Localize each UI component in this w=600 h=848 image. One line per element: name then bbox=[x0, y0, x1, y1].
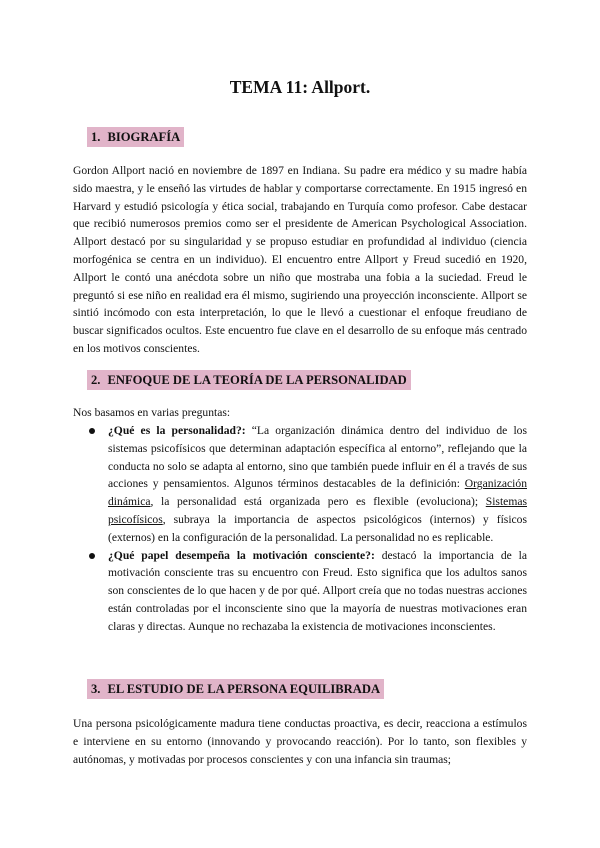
section-number: 2. bbox=[91, 373, 101, 387]
question-list bbox=[73, 422, 527, 636]
section-2-heading bbox=[87, 370, 411, 390]
list-item bbox=[73, 547, 527, 636]
page-title: TEMA 11: Allport. bbox=[229, 77, 371, 97]
list-item bbox=[73, 422, 527, 547]
answer-text: destacó la importancia de la motivación consciente tras su encuentro con Freud. Esto significa que los adultos sanos son conscientes de lo que hacen y de por qué. Allport creía que no todas nuestras acciones están controladas por el inconsciente sino que la mayoría de nuestras motivaciones eran claras y directas. Aunque no rechazaba la existencia de motivaciones inconscientes. bbox=[108, 548, 527, 633]
section-title: BIOGRAFÍA bbox=[107, 130, 181, 144]
section-1-heading bbox=[87, 127, 184, 147]
answer-text: “La organización dinámica dentro del individuo de los sistemas psicofísicos que determinan adaptación específica al entorno”, reflejando que la conducta no solo se adapta al entorno, sino que también puede influir en él a través de sus acciones y pensamientos. Algunos términos destacables de la definición: bbox=[108, 424, 527, 491]
section-3-paragraph: Una persona psicológicamente madura tiene conductas proactiva, es decir, reacciona a estímulos e interviene en su entorno (innovando y provocando reacción). Por lo tanto, son flexibles y autónomas, y motivadas por procesos conscientes y con una infancia sin traumas; bbox=[73, 717, 527, 766]
term-sistemas-psicofisicos: Sistemas psicofísicos bbox=[108, 495, 527, 526]
answer-text: , subraya la importancia de aspectos psicológicos (internos) y físicos (externos) en la configuración de la personalidad. La personalidad no es replicable. bbox=[108, 512, 527, 544]
section-3-heading bbox=[87, 679, 384, 699]
section-number: 3. bbox=[91, 682, 101, 696]
question-label: ¿Qué es la personalidad?: bbox=[108, 424, 246, 437]
section-2-intro: Nos basamos en varias preguntas: bbox=[73, 406, 231, 419]
answer-text: , la personalidad está organizada pero es flexible (evoluciona); bbox=[150, 495, 486, 509]
section-number: 1. bbox=[91, 130, 101, 144]
bullet-icon bbox=[89, 428, 95, 434]
section-title: ENFOQUE DE LA TEORÍA DE LA PERSONALIDAD bbox=[107, 373, 407, 387]
section-1-paragraph: Gordon Allport nació en noviembre de 1897 en Indiana. Su padre era médico y su madre había sido maestra, y le enseñó las virtudes de hablar y comportarse correctamente. En 1915 ingresó en Harvard y estudió psicología y ética social, trabajando en Turquía como profesor. Cabe destacar que recibió numerosos premios como ser el presidente de American Psychological Association. Allport destacó por su singularidad y se propuso estudiar en profundidad al individuo (ciencia morfogénica se centra en un individuo). El encuentro entre Allport y Freud sucedió en 1920, Allport le contó una anécdota sobre un niño que mostraba una fobia a la suciedad. Freud le preguntó si ese niño en realidad era él mismo, sugiriendo una proyección inconsciente. Allport se sintió incómodo con esta interpretación, lo que le llevó a cuestionar el enfoque freudiano de buscar significados ocultos. Este encuentro fue clave en el desarrollo de su enfoque más centrado en los motivos conscientes. bbox=[73, 164, 527, 355]
section-title: EL ESTUDIO DE LA PERSONA EQUILIBRADA bbox=[107, 682, 381, 696]
term-organizacion-dinamica: Organización dinámica bbox=[108, 477, 527, 509]
bullet-icon bbox=[89, 553, 95, 559]
question-label: ¿Qué papel desempeña la motivación consciente?: bbox=[108, 548, 375, 562]
